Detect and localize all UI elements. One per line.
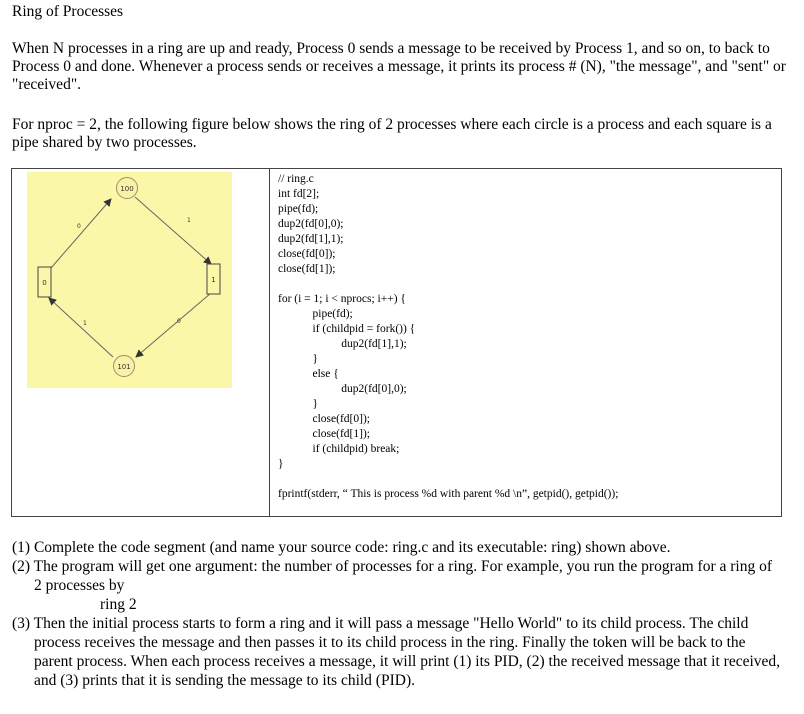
question-2: (2) The program will get one argument: the number of processes for a ring. For example, you run the program for a ring of 2 processes by xyxy=(12,558,772,594)
process-node-bottom xyxy=(114,356,135,377)
code-line: close(fd[0]); xyxy=(278,248,336,260)
edge-left-to-top xyxy=(51,199,111,268)
code-blank-line xyxy=(278,472,618,487)
code-listing xyxy=(278,172,618,502)
question-3: (3) Then the initial process starts to form a ring and it will pass a message "Hello World" to its child process. The child process receives the message and then passes it to its child process in the ring. Finally the token will be back to the parent process. When each process receives a message, it will print (1) its PID, (2) the received message that it received, and (3) prints that it is sending the message to its child (PID). xyxy=(12,615,781,689)
edge-label-bottom-left: 1 xyxy=(83,320,87,327)
code-line: for (i = 1; i < nprocs; i++) { xyxy=(278,293,406,305)
bottom-node-label: 101 xyxy=(117,363,131,371)
page-title: Ring of Processes xyxy=(12,3,124,20)
questions-list xyxy=(12,538,782,690)
figure-code-table xyxy=(11,168,782,517)
code-line: } xyxy=(278,458,284,470)
question-1: (1) Complete the code segment (and name your source code: ring.c and its executable: ring) shown above. xyxy=(12,539,671,556)
code-line: pipe(fd); xyxy=(278,203,319,215)
code-line: // ring.c xyxy=(278,173,314,185)
edge-label-top-left: 0 xyxy=(77,223,81,230)
code-line: if (childpid) break; xyxy=(278,443,400,455)
code-line: dup2(fd[0],0); xyxy=(278,383,407,395)
top-node-label: 100 xyxy=(120,185,134,193)
question-2-command: ring 2 xyxy=(100,596,137,613)
code-line: fprintf(stderr, “ This is process %d with parent %d \n”, getpid(), getpid()); xyxy=(278,488,619,500)
pipe-right xyxy=(207,264,220,294)
code-line: close(fd[0]); xyxy=(278,413,370,425)
edge-bottom-to-left xyxy=(49,298,113,357)
code-line: dup2(fd[1],1); xyxy=(278,233,344,245)
edge-label-bottom-right: 0 xyxy=(177,318,181,325)
code-line: close(fd[1]); xyxy=(278,428,370,440)
code-line: pipe(fd); xyxy=(278,308,353,320)
code-line: int fd[2]; xyxy=(278,188,320,200)
code-line: dup2(fd[1],1); xyxy=(278,338,407,350)
code-line: if (childpid = fork()) { xyxy=(278,323,416,335)
right-pipe-label: 1 xyxy=(211,276,216,284)
pipe-left xyxy=(38,267,51,297)
edge-label-top-right: 1 xyxy=(187,217,191,224)
edge-right-to-bottom xyxy=(136,293,211,357)
intro-paragraph: When N processes in a ring are up and ready, Process 0 sends a message to be received by Process 1, and so on, to back to Process 0 and done. Whenever a process sends or receives a message, it prints its process # (N), "the message", and "sent" or "received". xyxy=(12,40,786,93)
ring-diagram xyxy=(27,172,232,388)
code-line: else { xyxy=(278,368,339,380)
left-pipe-label: 0 xyxy=(42,279,47,287)
figure-intro-paragraph: For nproc = 2, the following figure below shows the ring of 2 processes where each circle is a process and each square is a pipe shared by two processes. xyxy=(12,116,772,151)
process-node-top xyxy=(117,178,138,199)
code-line: } xyxy=(278,353,319,365)
edge-top-to-right xyxy=(135,197,211,264)
code-line: close(fd[1]); xyxy=(278,263,336,275)
table-divider xyxy=(269,169,270,516)
code-blank-line xyxy=(278,277,618,292)
code-line: } xyxy=(278,398,319,410)
code-line: dup2(fd[0],0); xyxy=(278,218,344,230)
